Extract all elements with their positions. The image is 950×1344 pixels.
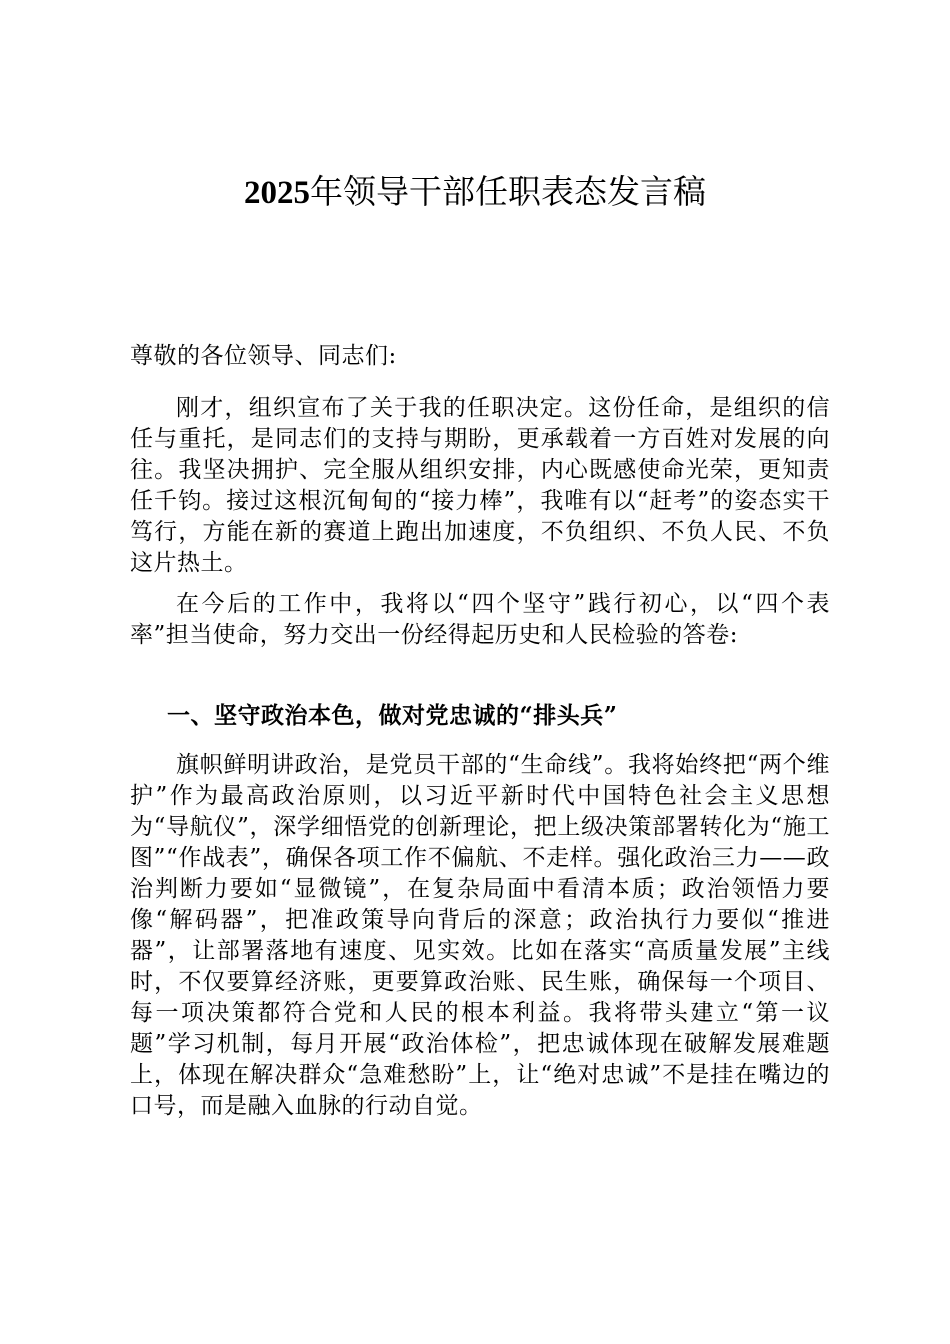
title-year: 2025 <box>244 175 310 211</box>
title-text: 年领导干部任职表态发言稿 <box>310 172 706 211</box>
paragraph-intro: 刚才，组织宣布了关于我的任职决定。这份任命，是组织的信任与重托，是同志们的支持与期盼，更承载着一方百姓对发展的向往。我坚决拥护、完全服从组织安排，内心既感使命光荣，更知责任千钧。接过这根沉甸甸的“接力棒”，我唯有以“赶考”的姿态实干笃行，方能在新的赛道上跑出加速度，不负组织、不负人民、不负这片热土。 <box>130 395 830 576</box>
paragraph-commitment: 在今后的工作中，我将以“四个坚守”践行初心，以“四个表率”担当使命，努力交出一份经得起历史和人民检验的答卷: <box>130 591 830 648</box>
document-title <box>0 170 950 215</box>
section-heading-1: 一、坚守政治本色，做对党忠诚的“排头兵” <box>167 702 618 729</box>
salutation: 尊敬的各位领导、同志们: <box>130 343 397 369</box>
paragraph-section-1: 旗帜鲜明讲政治，是党员干部的“生命线”。我将始终把“两个维护”作为最高政治原则，以习近平新时代中国特色社会主义思想为“导航仪”，深学细悟党的创新理论，把上级决策部署转化为“施工图”“作战表”，确保各项工作不偏航、不走样。强化政治三力——政治判断力要如“显微镜”，在复杂局面中看清本质；政治领悟力要像“解码器”，把准政策导向背后的深意；政治执行力要似“推进器”，让部署落地有速度、见实效。比如在落实“高质量发展”主线时，不仅要算经济账，更要算政治账、民生账，确保每一个项目、每一项决策都符合党和人民的根本利益。我将带头建立“第一议题”学习机制，每月开展“政治体检”，把忠诚体现在破解发展难题上，体现在解决群众“急难愁盼”上，让“绝对忠诚”不是挂在嘴边的口号，而是融入血脉的行动自觉。 <box>130 752 830 1119</box>
